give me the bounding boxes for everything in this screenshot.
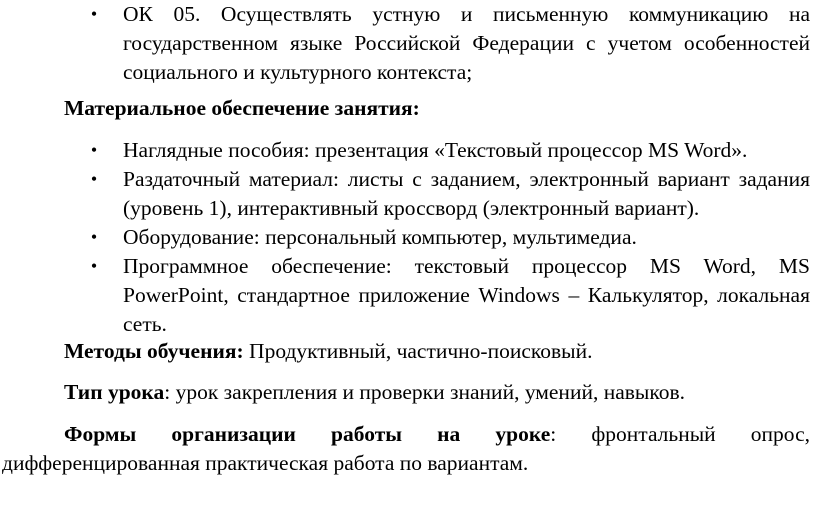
work-forms-label: Формы организации работы на уроке	[64, 422, 551, 446]
methods-value: Продуктивный, частично-поисковый.	[243, 339, 593, 363]
list-item	[64, 252, 810, 339]
bullet-icon: •	[90, 227, 98, 247]
work-forms-value: : фронтальный опрос, дифференцированная практическая работа по вариантам.	[2, 422, 810, 475]
materials-heading: Материальное обеспечение занятия:	[64, 96, 420, 120]
bullet-icon: •	[90, 169, 98, 189]
list-item	[64, 165, 810, 223]
list-item-text: Оборудование: персональный компьютер, мультимедиа.	[123, 225, 637, 249]
bullet-icon: •	[90, 140, 98, 160]
materials-list	[64, 136, 810, 339]
list-item-text: Раздаточный материал: листы с заданием, электронный вариант задания (уровень 1), интерактивный кроссворд (электронный вариант).	[123, 167, 810, 220]
lesson-type-label: Тип урока	[64, 380, 165, 404]
list-item	[64, 136, 810, 165]
competency-list	[64, 0, 810, 87]
list-item-text: ОК 05. Осуществлять устную и письменную коммуникацию на государственном языке Российской Федерации с учетом особенностей социального и культурного контекста;	[123, 2, 810, 84]
list-item	[64, 0, 810, 87]
methods-label: Методы обучения:	[64, 339, 244, 363]
work-forms-paragraph	[2, 420, 810, 478]
list-item-text: Наглядные пособия: презентация «Текстовый процессор MS Word».	[123, 138, 748, 162]
bullet-icon: •	[90, 256, 98, 276]
bullet-icon: •	[90, 4, 98, 24]
list-item-text: Программное обеспечение: текстовый процессор MS Word, MS PowerPoint, стандартное приложение Windows – Калькулятор, локальная сеть.	[123, 254, 810, 336]
methods-paragraph	[64, 337, 810, 366]
list-item	[64, 223, 810, 252]
lesson-type-value: : урок закрепления и проверки знаний, умений, навыков.	[164, 380, 685, 404]
lesson-type-paragraph	[64, 378, 810, 407]
